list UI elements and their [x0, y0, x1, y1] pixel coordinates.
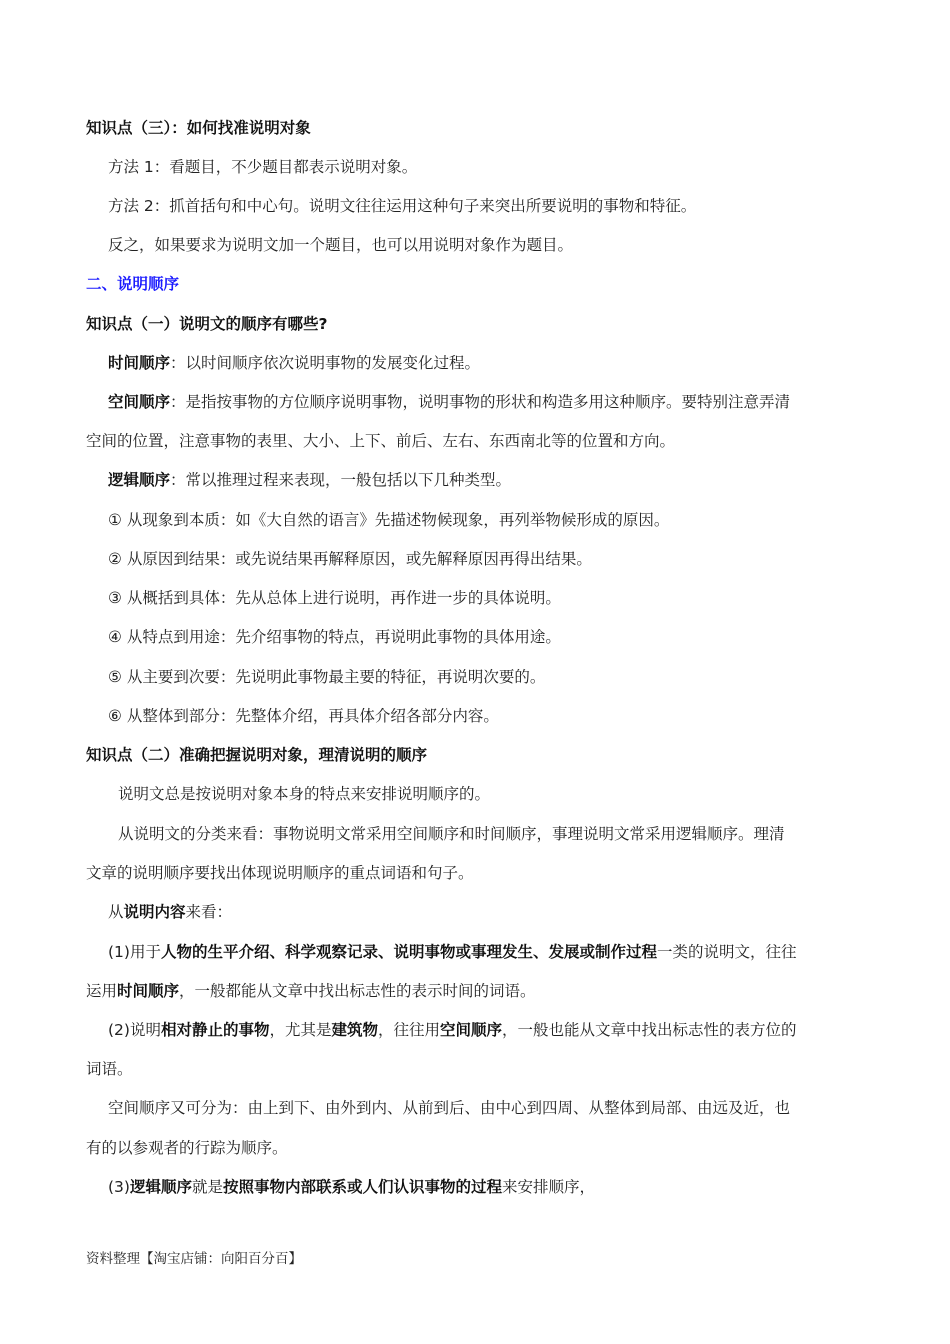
- list-item: ⑤ 从主要到次要：先说明此事物最主要的特征，再说明次要的。: [108, 668, 546, 686]
- case-3: [108, 1176, 888, 1198]
- logic-order-text: ：常以推理过程来表现，一般包括以下几种类型。: [170, 471, 512, 489]
- text-run: (3): [108, 1178, 130, 1196]
- text-run: ，一般都能从文章中找出标志性的表示时间的词语。: [179, 982, 536, 1000]
- text-run: ，一般也能从文章中找出标志性的表方位的: [502, 1021, 797, 1039]
- section-2-title: 二、说明顺序: [86, 275, 180, 293]
- logic-order: [108, 469, 888, 491]
- text-run: ，尤其是: [269, 1021, 332, 1039]
- text-run-bold: 逻辑顺序: [129, 1178, 192, 1196]
- text-run: ，往往用: [378, 1021, 441, 1039]
- text-run-bold: 时间顺序: [117, 982, 180, 1000]
- space-subtypes-cont: 有的以参观者的行踪为顺序。: [86, 1139, 288, 1157]
- text-run: (1)用于: [108, 943, 161, 961]
- time-order: [108, 352, 888, 374]
- space-order-text: ：是指按事物的方位顺序说明事物，说明事物的形状和构造多用这种顺序。要特别注意弄清: [170, 393, 791, 411]
- time-order-text: ：以时间顺序依次说明事物的发展变化过程。: [170, 354, 481, 372]
- space-order: [108, 391, 888, 413]
- space-order-cont: 空间的位置，注意事物的表里、大小、上下、前后、左右、东西南北等的位置和方向。: [86, 432, 676, 450]
- logic-order-label: 逻辑顺序: [108, 471, 171, 489]
- text-run-bold: 相对静止的事物: [160, 1021, 270, 1039]
- case-2: [108, 1019, 888, 1041]
- text-run: 一类的说明文，往往: [656, 943, 797, 961]
- text-run: 从: [108, 903, 124, 921]
- k1-heading: 知识点（一）说明文的顺序有哪些?: [86, 315, 328, 333]
- case-1: [108, 941, 888, 963]
- k2-paragraph-1: 说明文总是按说明对象本身的特点来安排说明顺序的。: [118, 785, 491, 803]
- k2-heading: 知识点（二）准确把握说明对象，理清说明的顺序: [86, 746, 428, 764]
- list-item: ④ 从特点到用途：先介绍事物的特点，再说明此事物的具体用途。: [108, 628, 561, 646]
- text-run-bold: 建筑物: [331, 1021, 379, 1039]
- list-item: ③ 从概括到具体：先从总体上进行说明，再作进一步的具体说明。: [108, 589, 561, 607]
- method-2: 方法 2：抓首括句和中心句。说明文往往运用这种句子来突出所要说明的事物和特征。: [108, 197, 697, 215]
- k2-paragraph-2-cont: 文章的说明顺序要找出体现说明顺序的重点词语和句子。: [86, 864, 474, 882]
- k3-heading: 知识点（三）：如何找准说明对象: [86, 119, 311, 137]
- list-item: ② 从原因到结果：或先说结果再解释原因，或先解释原因再得出结果。: [108, 550, 592, 568]
- text-run: 来看：: [185, 903, 233, 921]
- content-view: [108, 901, 888, 923]
- text-run: 运用: [86, 982, 118, 1000]
- text-run-bold: 人物的生平介绍、科学观察记录、说明事物或事理发生、发展或制作过程: [160, 943, 657, 961]
- case-1-cont: [86, 980, 866, 1002]
- page-footer: 资料整理【淘宝店铺：向阳百分百】: [86, 1251, 302, 1267]
- list-item: ⑥ 从整体到部分：先整体介绍，再具体介绍各部分内容。: [108, 707, 499, 725]
- time-order-label: 时间顺序: [108, 354, 171, 372]
- k2-paragraph-2: 从说明文的分类来看：事物说明文常采用空间顺序和时间顺序，事理说明文常采用逻辑顺序。理清: [118, 825, 785, 843]
- text-run: 就是: [191, 1178, 223, 1196]
- text-run-bold: 空间顺序: [440, 1021, 503, 1039]
- text-run-bold: 说明内容: [123, 903, 186, 921]
- text-run: (2)说明: [108, 1021, 161, 1039]
- space-subtypes: 空间顺序又可分为：由上到下、由外到内、从前到后、由中心到四周、从整体到局部、由远及近，也: [108, 1099, 791, 1117]
- method-1: 方法 1：看题目，不少题目都表示说明对象。: [108, 158, 418, 176]
- list-item: ① 从现象到本质：如《大自然的语言》先描述物候现象，再列举物候形成的原因。: [108, 511, 670, 529]
- case-2-cont: 词语。: [86, 1060, 133, 1078]
- text-run-bold: 按照事物内部联系或人们认识事物的过程: [223, 1178, 503, 1196]
- space-order-label: 空间顺序: [108, 393, 171, 411]
- text-run: 来安排顺序，: [502, 1178, 596, 1196]
- reverse-note: 反之，如果要求为说明文加一个题目，也可以用说明对象作为题目。: [108, 236, 574, 254]
